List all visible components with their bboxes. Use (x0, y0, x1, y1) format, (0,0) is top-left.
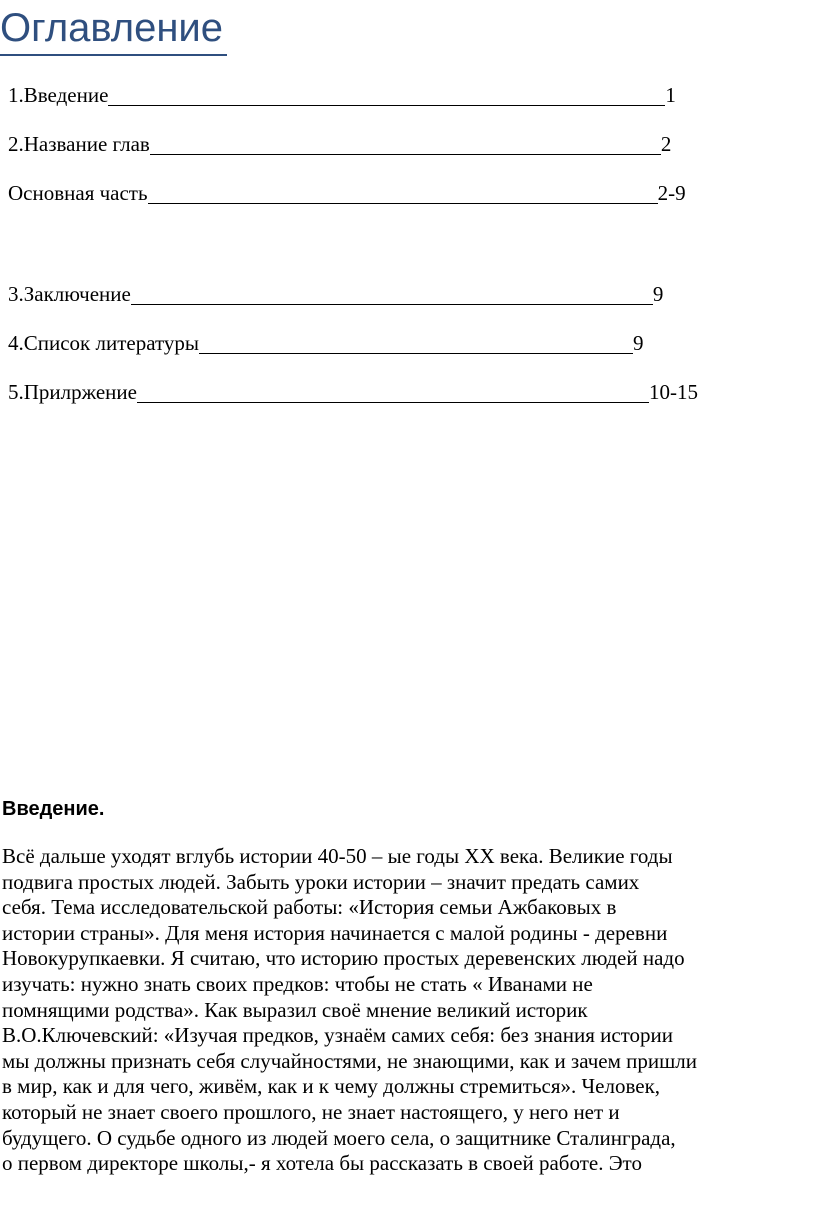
toc-entry-label: 3.Заключение (8, 282, 131, 306)
toc-leader-line (148, 183, 658, 204)
body-line: мы должны признать себя случайностями, не знающими, как и зачем пришли (2, 1048, 697, 1073)
toc-leader-line (137, 382, 649, 403)
toc-leader-line (108, 85, 665, 106)
toc-entry-appendix (8, 379, 698, 405)
toc-title: Оглавление (0, 2, 227, 56)
body-line: помнящими родства». Как выразил своё мнение великий историк (2, 997, 588, 1022)
body-line: изучать: нужно знать своих предков: чтобы не стать « Иванами не (2, 971, 593, 996)
body-line: который не знает своего прошлого, не знает настоящего, у него нет и (2, 1099, 620, 1124)
body-line: истории страны». Для меня история начинается с малой родины - деревни (2, 920, 668, 945)
toc-entry-page: 2 (660, 132, 672, 156)
toc-entry-label: 5.Прилржение (8, 380, 137, 404)
toc-entry-chapter-names (8, 131, 671, 157)
body-line: будущего. О судьбе одного из людей моего села, о защитнике Сталинграда, (2, 1125, 676, 1150)
toc-entry-page: 9 (652, 282, 664, 306)
toc-entry-page: 9 (633, 331, 644, 355)
toc-leader-line (199, 333, 633, 354)
introduction-heading: Введение. (2, 798, 105, 820)
toc-entry-label: 4.Список литературы (8, 331, 200, 355)
body-line: В.О.Ключевский: «Изучая предков, узнаём самих себя: без знания истории (2, 1023, 674, 1048)
toc-entry-label: 1.Введение (8, 83, 109, 107)
toc-entry-page: 1 (665, 83, 676, 107)
toc-entry-introduction (8, 82, 676, 108)
toc-leader-line (131, 284, 653, 305)
body-line: Новокурупкаевки. Я считаю, что историю простых деревенских людей надо (2, 946, 685, 971)
toc-entry-label: 2.Название глав (8, 132, 150, 156)
body-line: Всё дальше уходят вглубь истории 40-50 – ые годы XX века. Великие годы (2, 844, 673, 868)
body-line: о первом директоре школы,- я хотела бы рассказать в своей работе. Это (2, 1151, 642, 1176)
body-line: себя. Тема исследовательской работы: «История семьи Ажбаковых в (2, 895, 617, 920)
body-line: в мир, как и для чего, живём, как и к чему должны стремиться». Человек, (2, 1074, 661, 1099)
toc-entry-label: Основная часть (8, 181, 148, 205)
toc-entry-conclusion (8, 281, 663, 307)
toc-entry-page: 10-15 (648, 380, 698, 404)
body-line: подвига простых людей. Забыть уроки истории – значит предать самих (2, 869, 640, 894)
introduction-body (2, 844, 812, 1177)
toc-leader-line (150, 134, 661, 155)
toc-entry-main-part (8, 180, 686, 206)
toc-entry-page: 2-9 (657, 181, 686, 205)
toc-entry-bibliography (8, 330, 644, 356)
